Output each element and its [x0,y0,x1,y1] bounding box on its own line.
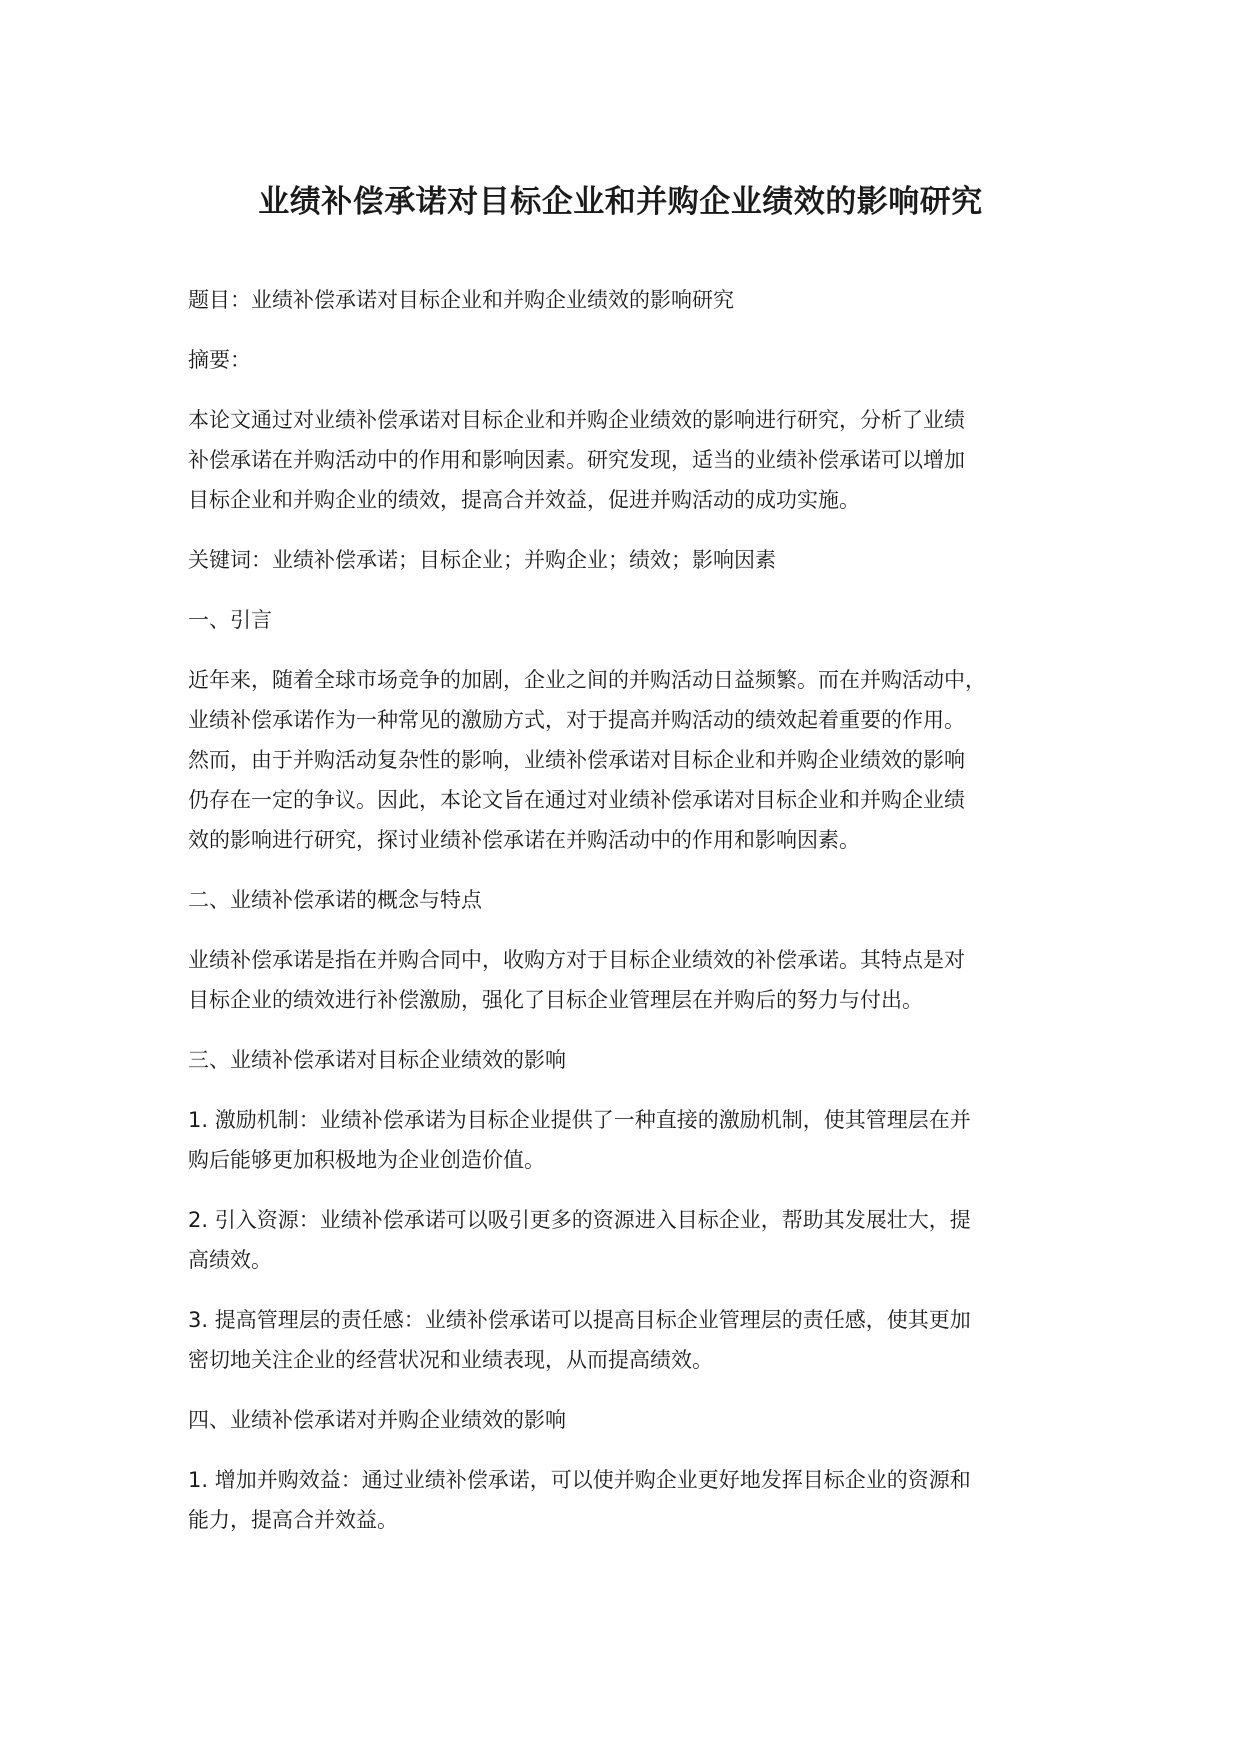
text-line: 效的影响进行研究，探讨业绩补偿承诺在并购活动中的作用和影响因素。 [188,828,860,852]
document-body [188,280,1088,1560]
document-title: 业绩补偿承诺对目标企业和并购企业绩效的影响研究 [258,184,983,220]
section-heading-introduction [188,600,1088,640]
section-heading-acquirer-impact [188,1400,1088,1440]
text-line: 本论文通过对业绩补偿承诺对目标企业和并购企业绩效的影响进行研究，分析了业绩 [188,408,965,432]
text-line: 1. 激励机制：业绩补偿承诺为目标企业提供了一种直接的激励机制，使其管理层在并 [188,1108,971,1132]
text-line: 能力，提高合并效益。 [188,1508,398,1532]
text-line: 近年来，随着全球市场竞争的加剧，企业之间的并购活动日益频繁。而在并购活动中， [188,668,986,692]
list-item-incentive [188,1100,1088,1180]
paragraph-abstract-heading [188,340,1088,380]
text-line: 一、引言 [188,608,272,632]
text-line: 高绩效。 [188,1248,272,1272]
text-line: 摘要： [188,348,251,372]
section-heading-concept [188,880,1088,920]
text-line: 2. 引入资源：业绩补偿承诺可以吸引更多的资源进入目标企业，帮助其发展壮大，提 [188,1208,971,1232]
paragraph-abstract [188,400,1088,520]
text-line: 密切地关注企业的经营状况和业绩表现，从而提高绩效。 [188,1348,713,1372]
text-line: 目标企业的绩效进行补偿激励，强化了目标企业管理层在并购后的努力与付出。 [188,988,923,1012]
text-line: 3. 提高管理层的责任感：业绩补偿承诺可以提高目标企业管理层的责任感，使其更加 [188,1308,971,1332]
text-line: 二、业绩补偿承诺的概念与特点 [188,888,482,912]
text-line: 然而，由于并购活动复杂性的影响，业绩补偿承诺对目标企业和并购企业绩效的影响 [188,748,965,772]
text-line: 四、业绩补偿承诺对并购企业绩效的影响 [188,1408,566,1432]
list-item-responsibility [188,1300,1088,1380]
section-heading-target-impact [188,1040,1088,1080]
paragraph-topic [188,280,1088,320]
text-line: 业绩补偿承诺作为一种常见的激励方式，对于提高并购活动的绩效起着重要的作用。 [188,708,965,732]
paragraph-keywords [188,540,1088,580]
paragraph-concept [188,940,1088,1020]
text-line: 题目：业绩补偿承诺对目标企业和并购企业绩效的影响研究 [188,288,734,312]
list-item-merger-benefit [188,1460,1088,1540]
text-line: 购后能够更加积极地为企业创造价值。 [188,1148,545,1172]
list-item-resources [188,1200,1088,1280]
text-line: 关键词：业绩补偿承诺；目标企业；并购企业；绩效；影响因素 [188,548,776,572]
text-line: 目标企业和并购企业的绩效，提高合并效益，促进并购活动的成功实施。 [188,488,860,512]
text-line: 仍存在一定的争议。因此，本论文旨在通过对业绩补偿承诺对目标企业和并购企业绩 [188,788,965,812]
paragraph-introduction [188,660,1088,860]
text-line: 补偿承诺在并购活动中的作用和影响因素。研究发现，适当的业绩补偿承诺可以增加 [188,448,965,472]
text-line: 三、业绩补偿承诺对目标企业绩效的影响 [188,1048,566,1072]
text-line: 1. 增加并购效益：通过业绩补偿承诺，可以使并购企业更好地发挥目标企业的资源和 [188,1468,971,1492]
text-line: 业绩补偿承诺是指在并购合同中，收购方对于目标企业绩效的补偿承诺。其特点是对 [188,948,965,972]
